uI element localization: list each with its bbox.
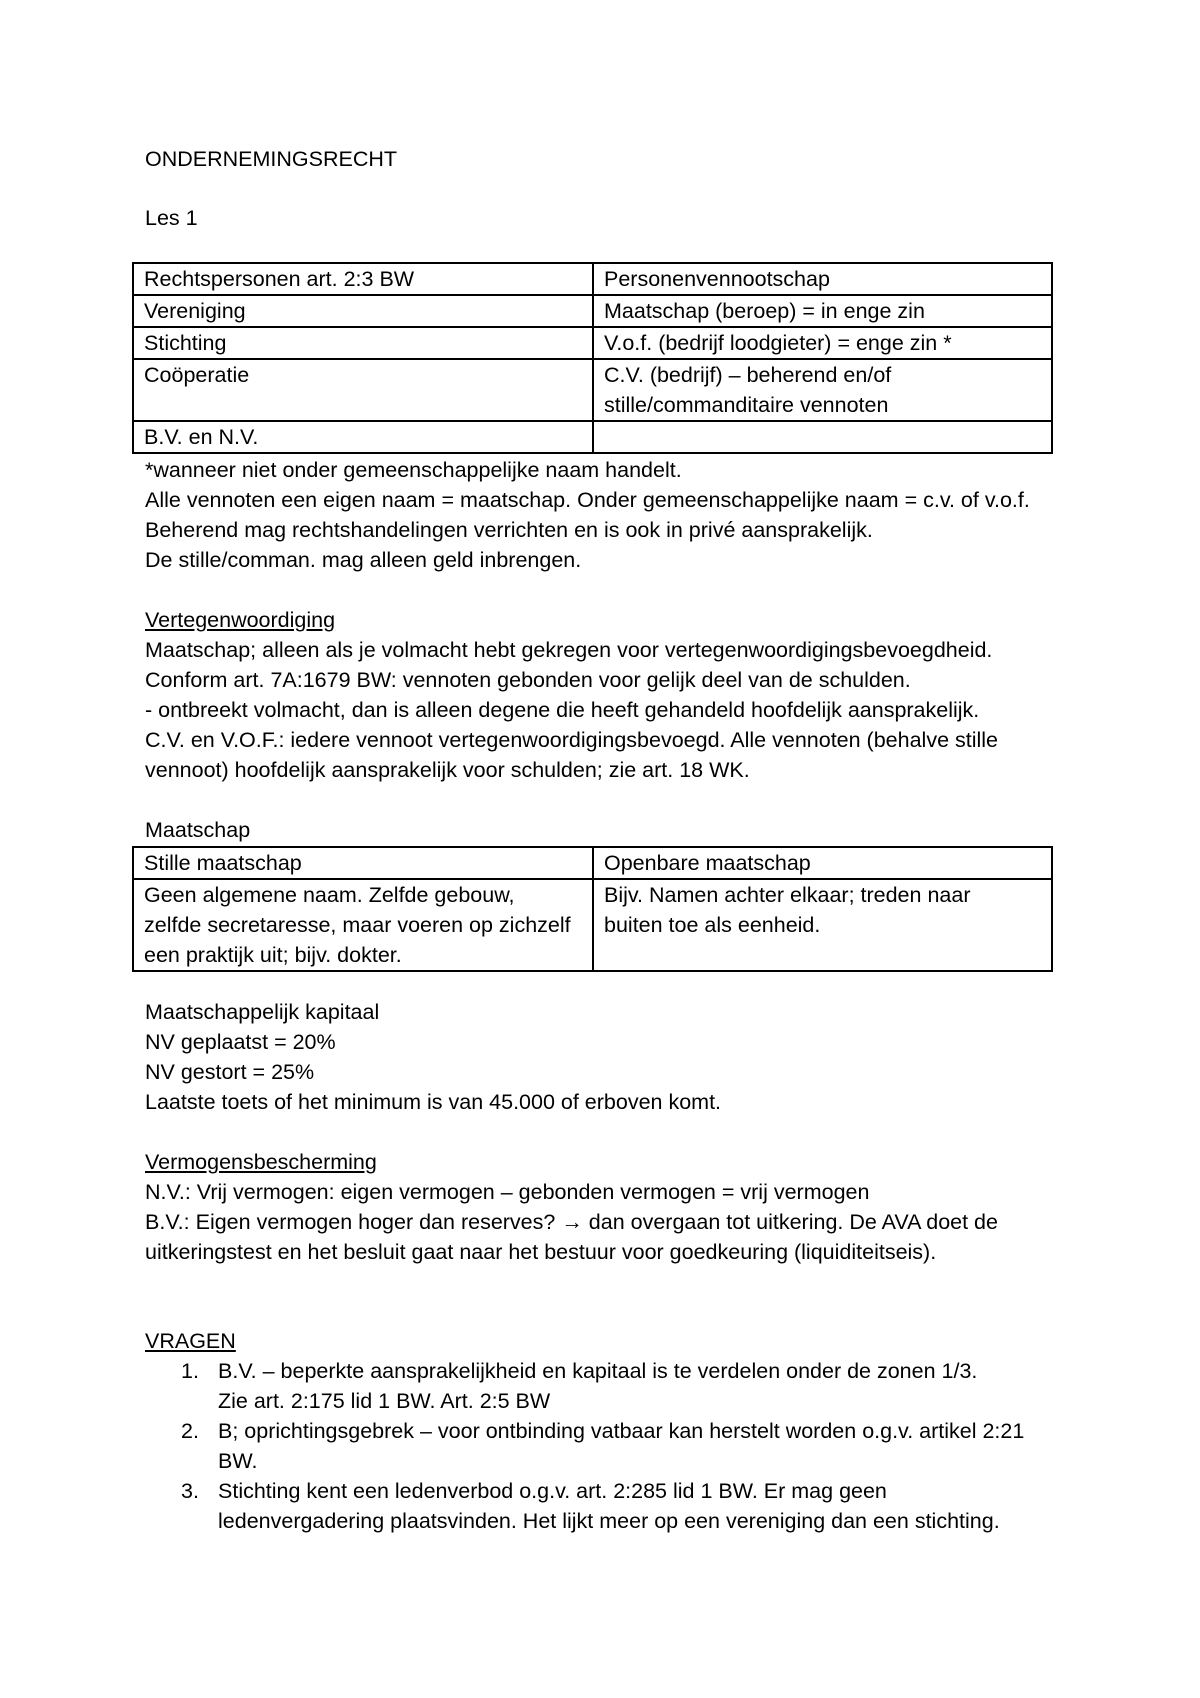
table-cell: Stichting: [133, 327, 593, 359]
cell-line: zelfde secretaresse, maar voeren op zichzelf: [144, 913, 571, 937]
list-line: B.V. – beperkte aansprakelijkheid en kapitaal is te verdelen onder de zonen 1/3.: [218, 1359, 978, 1383]
maatschap-heading: Maatschap: [145, 818, 251, 842]
list-line: BW.: [218, 1449, 258, 1473]
section-heading: Vertegenwoordiging: [145, 608, 336, 632]
text-line: NV geplaatst = 20%: [145, 1030, 336, 1054]
text-line: vennoot) hoofdelijk aansprakelijk voor schulden; zie art. 18 WK.: [145, 758, 750, 782]
text-line: C.V. en V.O.F.: iedere vennoot vertegenwoordigingsbevoegd. Alle vennoten (behalve stille: [145, 728, 999, 752]
cell-line: C.V. (bedrijf) – beherend en/of: [604, 363, 892, 387]
question-list: [145, 1356, 1085, 1536]
table-row: [133, 421, 1052, 453]
text-line: B.V.: Eigen vermogen hoger dan reserves? → dan overgaan tot uitkering. De AVA doet de: [145, 1210, 998, 1234]
table-cell: Coöperatie: [133, 359, 593, 421]
note-line: De stille/comman. mag alleen geld inbrengen.: [145, 548, 582, 572]
table-cell: [133, 879, 593, 971]
list-line: Zie art. 2:175 lid 1 BW. Art. 2:5 BW: [218, 1389, 551, 1413]
entity-types-table: [132, 262, 1053, 454]
vertegenwoordiging-section: [145, 605, 1085, 785]
table-header-cell: Rechtspersonen art. 2:3 BW: [133, 263, 593, 295]
table-cell: [593, 879, 1052, 971]
kapitaal-section: [145, 997, 1085, 1117]
list-number: 2.: [181, 1419, 199, 1443]
maatschap-table: [132, 846, 1053, 972]
text-line: Maatschap; alleen als je volmacht hebt gekregen voor vertegenwoordigingsbevoegdheid.: [145, 638, 993, 662]
table-header-cell: Stille maatschap: [133, 847, 593, 879]
table-header-cell: Openbare maatschap: [593, 847, 1052, 879]
section-heading: VRAGEN: [145, 1329, 236, 1353]
table-row: [133, 879, 1052, 971]
list-number: 3.: [181, 1479, 199, 1503]
cell-line: buiten toe als eenheid.: [604, 913, 821, 937]
table-cell: Maatschap (beroep) = in enge zin: [593, 295, 1052, 327]
table-header-row: [133, 263, 1052, 295]
note-line: *wanneer niet onder gemeenschappelijke naam handelt.: [145, 458, 682, 482]
note-line: Alle vennoten een eigen naam = maatschap. Onder gemeenschappelijke naam = c.v. of v.o.f.: [145, 488, 1030, 512]
text-line: uitkeringstest en het besluit gaat naar het bestuur voor goedkeuring (liquiditeitseis).: [145, 1240, 937, 1264]
list-line: B; oprichtingsgebrek – voor ontbinding vatbaar kan herstelt worden o.g.v. artikel 2:21: [218, 1419, 1025, 1443]
cell-line: Geen algemene naam. Zelfde gebouw,: [144, 883, 515, 907]
cell-line: een praktijk uit; bijv. dokter.: [144, 943, 402, 967]
list-item: [145, 1476, 1085, 1536]
section-heading: Vermogensbescherming: [145, 1150, 377, 1174]
text-line: Conform art. 7A:1679 BW: vennoten gebonden voor gelijk deel van de schulden.: [145, 668, 911, 692]
table-cell: B.V. en N.V.: [133, 421, 593, 453]
table-cell: [593, 359, 1052, 421]
text-line: N.V.: Vrij vermogen: eigen vermogen – gebonden vermogen = vrij vermogen: [145, 1180, 870, 1204]
note-line: Beherend mag rechtshandelingen verrichten en is ook in privé aansprakelijk.: [145, 518, 873, 542]
text-line: NV gestort = 25%: [145, 1060, 315, 1084]
table-row: [133, 327, 1052, 359]
table-cell: [593, 421, 1052, 453]
table-header-row: [133, 847, 1052, 879]
notes-block: [145, 455, 1085, 575]
list-line: Stichting kent een ledenverbod o.g.v. art. 2:285 lid 1 BW. Er mag geen: [218, 1479, 887, 1503]
text-line: - ontbreekt volmacht, dan is alleen degene die heeft gehandeld hoofdelijk aansprakelijk.: [145, 698, 980, 722]
cell-line: Bijv. Namen achter elkaar; treden naar: [604, 883, 971, 907]
vermogensbescherming-section: [145, 1147, 1085, 1267]
vragen-section: [145, 1326, 1085, 1536]
table-cell: V.o.f. (bedrijf loodgieter) = enge zin *: [593, 327, 1052, 359]
text-line: Laatste toets of het minimum is van 45.000 of erboven komt.: [145, 1090, 722, 1114]
table-cell: Vereniging: [133, 295, 593, 327]
list-number: 1.: [181, 1359, 199, 1383]
table-row: [133, 295, 1052, 327]
list-item: [145, 1356, 1085, 1416]
text-line: Maatschappelijk kapitaal: [145, 1000, 380, 1024]
cell-line: stille/commanditaire vennoten: [604, 393, 889, 417]
list-item: [145, 1416, 1085, 1476]
table-header-cell: Personenvennootschap: [593, 263, 1052, 295]
lesson-label: Les 1: [145, 206, 198, 230]
table-row: [133, 359, 1052, 421]
list-line: ledenvergadering plaatsvinden. Het lijkt meer op een vereniging dan een stichting.: [218, 1509, 1000, 1533]
document-title: ONDERNEMINGSRECHT: [145, 147, 398, 171]
